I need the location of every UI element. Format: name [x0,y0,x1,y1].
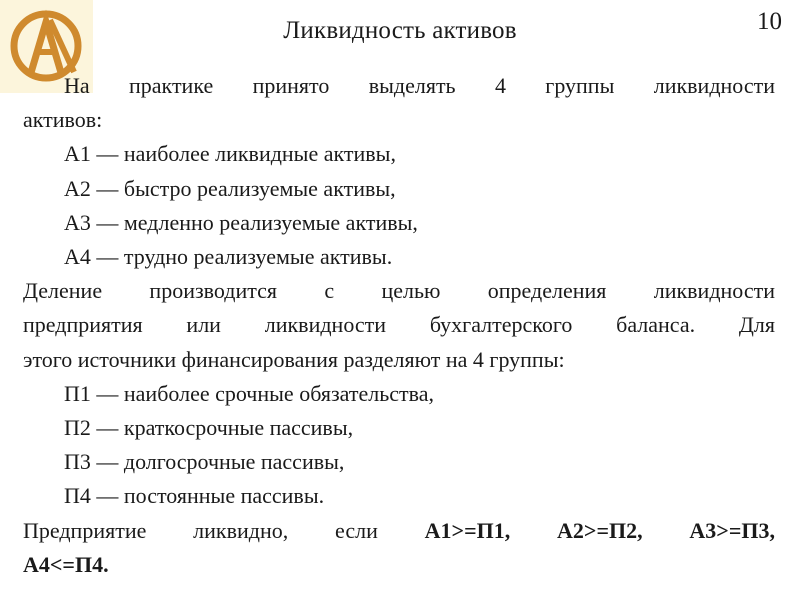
division-line-1: Деление производится с целью определения ликвидности [23,278,775,304]
intro-line-2: активов: [23,107,103,133]
conclusion-line-2 [23,548,775,582]
asset-group-a1: А1 — наиболее ликвидные активы, [64,141,396,167]
liability-group-p2: П2 — краткосрочные пассивы, [64,415,354,441]
slide-body [23,69,775,582]
liquidity-condition-1: А1>=П1, [424,517,511,543]
intro-line-1: На практике принято выделять 4 группы ликвидности [64,73,775,98]
asset-group-a4: А4 — трудно реализуемые активы. [64,244,393,270]
division-line-3: этого источники финансирования разделяют на 4 группы: [23,346,565,372]
liquidity-condition-3: А3>=П3, [689,517,775,543]
liability-group-p4: П4 — постоянные пассивы. [64,483,325,509]
conclusion-prefix: Предприятие ликвидно, если [23,517,378,543]
page-number: 10 [757,8,782,35]
asset-group-a3: А3 — медленно реализуемые активы, [64,209,418,235]
slide-title: Ликвидность активов [283,17,517,44]
liquidity-condition-2: А2>=П2, [557,517,643,543]
liability-group-p1: П1 — наиболее срочные обязательства, [64,380,434,406]
conclusion-line [23,514,775,548]
liability-group-p3: П3 — долгосрочные пассивы, [64,449,345,475]
division-line-2: предприятия или ликвидности бухгалтерского баланса. Для [23,312,775,338]
asset-group-a2: А2 — быстро реализуемые активы, [64,175,396,201]
liquidity-condition-4: А4<=П4. [23,551,109,577]
